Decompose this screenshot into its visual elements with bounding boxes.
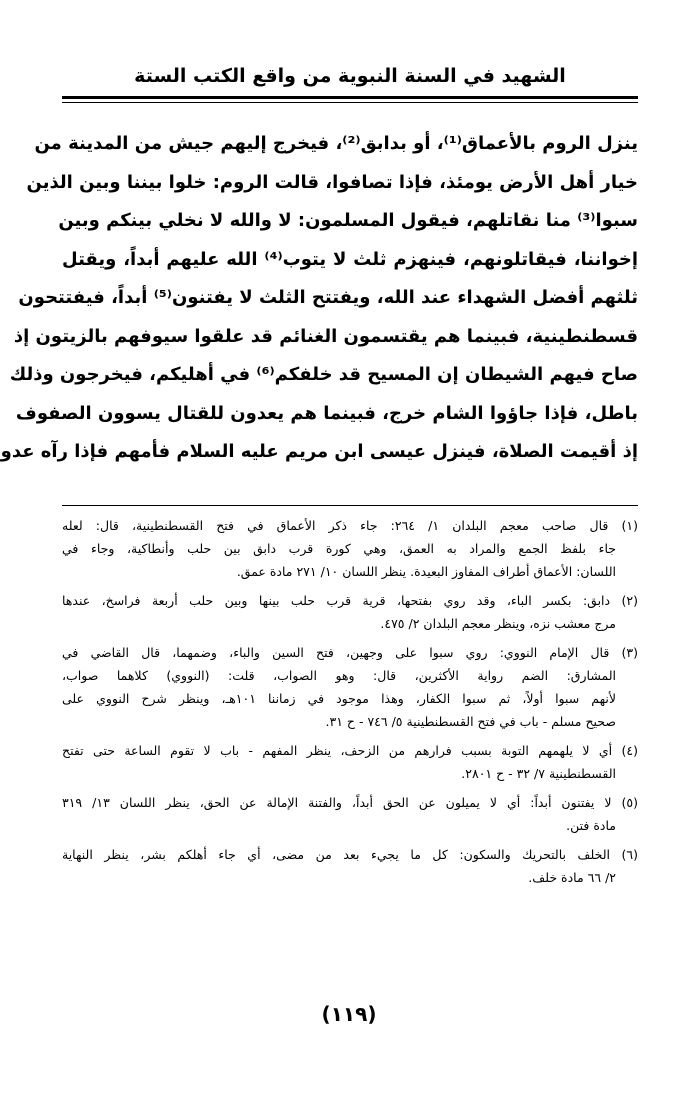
footnote-6 <box>62 843 638 889</box>
body-line: سبوا⁽³⁾ منا نقاتلهم، فيقول المسلمون: لا والله لا نخلي بينكم وبين <box>58 210 638 231</box>
body-line: خيار أهل الأرض يومئذ، فإذا تصافوا، قالت الروم: خلوا بيننا وبين الذين <box>26 171 638 193</box>
body-line: صاح فيهم الشيطان إن المسيح قد خلفكم⁽⁶⁾ في أهليكم، فيخرجون وذلك <box>9 364 638 385</box>
header-rule-thick <box>62 96 638 99</box>
footnote-line: مرج معشب نزه، وينظر معجم البلدان ٢/ ٤٧٥. <box>380 616 616 631</box>
body-line: ينزل الروم بالأعماق⁽¹⁾، أو بدابق⁽²⁾، فيخرج إليهم جيش من المدينة من <box>34 133 638 154</box>
header-rule-thin <box>62 102 638 103</box>
footnote-line: مادة فتن. <box>566 818 616 833</box>
body-line: باطل، فإذا جاؤوا الشام خرج، فبينما هم يعدون للقتال يسوون الصفوف <box>15 402 638 424</box>
body-line: إذ أقيمت الصلاة، فينزل عيسى ابن مريم عليه السلام فأمهم فإذا رآه عدو <box>0 441 638 462</box>
footnote-2 <box>62 589 638 635</box>
footnote-5 <box>62 791 638 837</box>
body-line: إخواننا، فيقاتلونهم، فينهزم ثلث لا يتوب⁽⁴⁾ الله عليهم أبداً، ويقتل <box>62 248 638 270</box>
footnote-line: لأنهم سبوا أولاً، ثم سبوا الكفار، وهذا موجود في زماننا ١٠١هـ، وينظر شرح النووي على <box>62 691 616 706</box>
footnote-line: (٣) قال الإمام النووي: روي سبوا على وجهين، فتح السين والباء، وضمهما، قال القاضي في <box>62 645 638 660</box>
header-title: الشهيد في السنة النبوية من واقع الكتب الستة <box>134 65 566 87</box>
footnote-line: (١) قال صاحب معجم البلدان ١/ ٢٦٤: جاء ذكر الأعماق في فتح القسطنطينية، قال: لعله <box>62 518 638 533</box>
footnote-line: المشارق: الضم رواية الأكثرين، قال: وهو الصواب، قلت: (النووي) كلاهما صواب، <box>62 668 616 683</box>
page-number: (١١٩) <box>321 1002 377 1026</box>
main-body-text <box>0 125 638 472</box>
footnote-line: صحيح مسلم - باب في فتح القسطنطينية ٥/ ٧٤٦ - ح ٣١. <box>325 714 616 729</box>
footnote-line: جاء بلفظ الجمع والمراد به العمق، وهي كورة قرب دابق بين حلب وأنطاكية، وجاء في <box>62 541 616 556</box>
footnote-3 <box>62 641 638 733</box>
footnote-line: (٢) دابق: بكسر الباء، وقد روي بفتحها، قرية قرب حلب بينها وبين حلب أربعة فراسخ، عندها <box>62 593 638 608</box>
body-line: قسطنطينية، فبينما هم يقتسمون الغنائم قد علقوا سيوفهم بالزيتون إذ <box>13 325 638 347</box>
footnote-1 <box>62 514 638 583</box>
footnote-line: القسطنطينية ٧/ ٣٢ - ح ٢٨٠١. <box>461 766 616 781</box>
footnote-line: اللسان: الأعماق أطراف المفاوز البعيدة. ينظر اللسان ١٠/ ٢٧١ مادة عمق. <box>236 564 616 579</box>
footnote-line: (٥) لا يفتنون أبداً: أي لا يميلون عن الحق أبداً، والفتنة الإمالة عن الحق، ينظر اللسان ١٣/ ٣١٩ <box>62 795 638 810</box>
footnote-line: (٦) الخلف بالتحريك والسكون: كل ما يجيء بعد من مضى، أي جاء أهلكم بشر، ينظر النهاية <box>62 847 638 862</box>
footnote-line: (٤) أي لا يلهمهم التوبة بسبب فرارهم من الزحف، ينظر المفهم - باب لا تقوم الساعة حتى تفتح <box>62 743 638 758</box>
running-header <box>62 62 638 103</box>
footnotes <box>62 514 638 889</box>
footnote-4 <box>62 739 638 785</box>
footnote-separator <box>62 505 638 506</box>
footnote-line: ٢/ ٦٦ مادة خلف. <box>528 870 616 885</box>
body-line: ثلثهم أفضل الشهداء عند الله، ويفتتح الثلث لا يفتنون⁽⁵⁾ أبداً، فيفتتحون <box>18 287 638 308</box>
